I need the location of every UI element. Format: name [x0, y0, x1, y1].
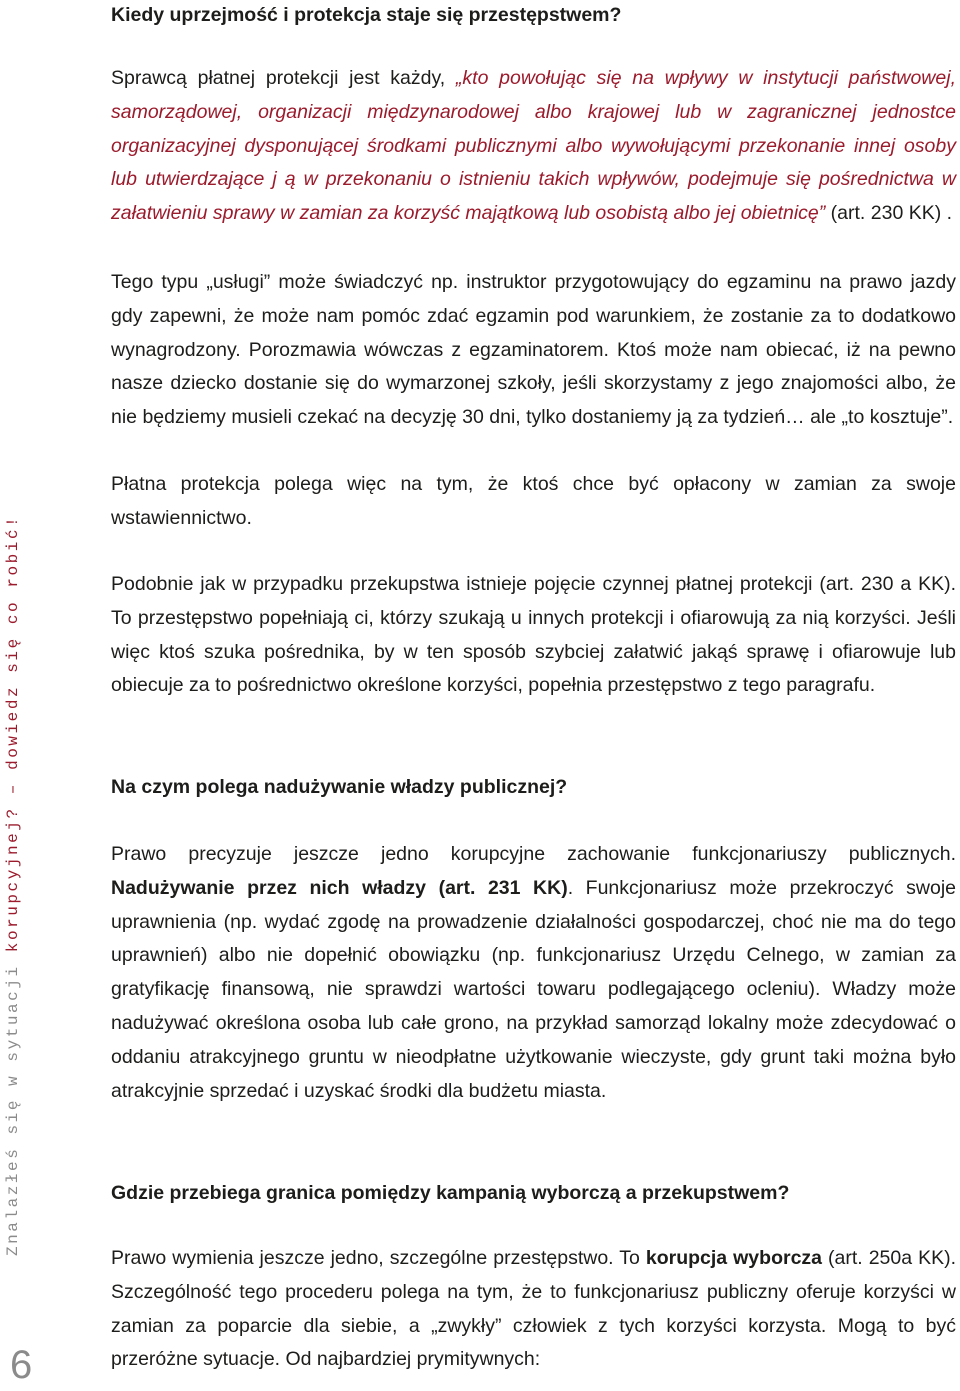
section1-heading: Kiedy uprzejmość i protekcja staje się przestępstwem?	[111, 4, 622, 26]
section1-p1-legal-quote: „kto powołując się na wpływy w instytucji państwowej, samorządowej, organizacji międzynarodowej albo krajowej lub w zagranicznej jednostce organizacyjnej dysponującej środkami publicznymi albo wywołującymi przekonanie innej osoby lub utwierdzające j ą w przekonaniu o istnieniu takich wpływów, podejmuje się pośrednictwa w załatwieniu sprawy w zamian za korzyść majątkową lub osobistą albo jej obietnicę”	[111, 67, 956, 225]
section2-paragraph-1	[111, 838, 956, 1108]
section1-paragraph-3: Płatna protekcja polega więc na tym, że ktoś chce być opłacony w zamian za swoje wstawiennictwo.	[111, 473, 956, 529]
section3-p1-bold: korupcja wyborcza	[645, 1247, 823, 1269]
section3-heading: Gdzie przebiega granica pomiędzy kampanią wyborczą a przekupstwem?	[111, 1182, 790, 1204]
section1-p1-start: Sprawcą płatnej protekcji jest każdy,	[111, 67, 456, 89]
section3-paragraph-1	[111, 1242, 956, 1377]
sidebar-title-highlight: korupcyjnej? – dowiedz się co robić!	[4, 514, 22, 953]
section2-p1-start: Prawo precyzuje jeszcze jedno korupcyjne zachowanie funkcjonariuszy publicznych.	[111, 843, 956, 865]
page-number: 6	[10, 1343, 33, 1387]
sidebar-vertical-title	[4, 515, 22, 1256]
section2-p1-bold: Nadużywanie przez nich władzy (art. 231 KK)	[111, 876, 568, 899]
section2-p1-rest: . Funkcjonariusz może przekroczyć swoje uprawnienia (np. wydać zgodę na prowadzenie działalności gospodarczej, choć nie ma do tego uprawnień) albo nie dopełnić obowiązku (np. funkcjonariusz Urzędu Celnego, w zamian za gratyfikację finansową, nie sprawdzi wartości towaru podlegającego ocleniu). Władzy może nadużywać określona osoba lub całe grono, na przykład samorząd lokalny może zdecydować o oddaniu atrakcyjnego gruntu w nieodpłatne użytkowanie wieczyste, gdy grunt taki można było atrakcyjnie sprzedać i uzyskać środki dla budżetu miasta.	[111, 876, 956, 1102]
section3-p1-start: Prawo wymienia jeszcze jedno, szczególne przestępstwo. To	[111, 1247, 646, 1269]
section1-paragraph-4: Podobnie jak w przypadku przekupstwa istnieje pojęcie czynnej płatnej protekcji (art. 230 a KK). To przestępstwo popełniają ci, którzy szukają u innych protekcji i ofiarowują za nią korzyści. Jeśli więc ktoś szuka pośrednika, by w ten sposób szybciej załatwić jakąś sprawę i ofiarowuje lub obiecuje za to pośrednictwo określone korzyści, popełnia przestępstwo z tego paragrafu.	[111, 573, 956, 697]
sidebar-title-plain: Znalazłeś się w sytuacji	[4, 952, 22, 1256]
section2-heading: Na czym polega nadużywanie władzy publicznej?	[111, 776, 568, 798]
section3-p1-rest: (art. 250a KK). Szczególność tego procederu polega na tym, że to funkcjonariusz publiczny oferuje korzyści w zamian za poparcie dla siebie, a „zwykły” człowiek z tych korzyści korzysta. Mogą to być przeróżne sytuacje. Od najbardziej prymitywnych:	[111, 1247, 957, 1371]
section1-paragraph-2: Tego typu „usługi” może świadczyć np. instruktor przygotowujący do egzaminu na prawo jazdy gdy zapewni, że może nam pomóc zdać egzamin pod warunkiem, że zostanie za to dodatkowo wynagrodzony. Porozmawia wówczas z egzaminatorem. Ktoś może nam obiecać, iż na pewno nasze dziecko dostanie się do wymarzonej szkoły, jeśli skorzystamy z jego znajomości albo, że nie będziemy musieli czekać na decyzję 30 dni, tylko dostaniemy ją za tydzień… ale „to kosztuje”.	[111, 271, 956, 429]
section1-paragraph-1	[111, 62, 956, 231]
section1-p1-ref: (art. 230 KK) .	[825, 202, 953, 225]
